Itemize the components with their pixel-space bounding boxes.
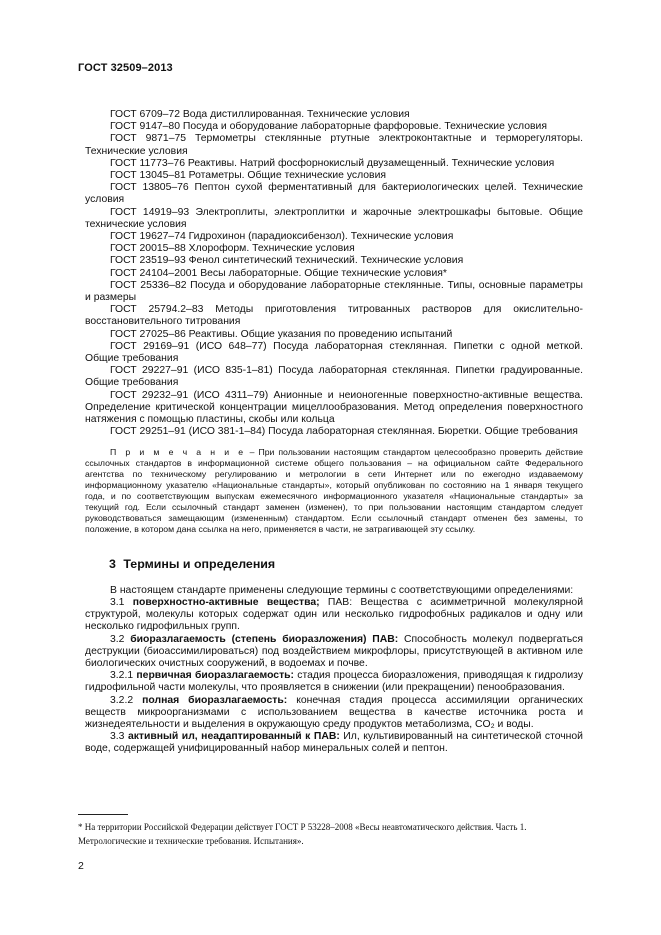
term-number: 3.2 [110,633,131,645]
note-paragraph [85,447,583,535]
reference-item: ГОСТ 29251–91 (ИСО 381-1–84) Посуда лабораторная стеклянная. Бюретки. Общие требования [110,426,578,438]
term-name: биоразлагаемость (степень биоразложения) ПАВ: [130,633,399,645]
reference-item: ГОСТ 29227–91 (ИСО 835-1–81) Посуда лабораторная стеклянная. Пипетки градуированные. Общие требования [85,365,583,389]
references-list [85,109,583,438]
term-name: первичная биоразлагаемость: [136,670,295,682]
page-content [85,109,583,756]
term-name: активный ил, неадаптированный к ПАВ: [127,731,340,743]
reference-item: ГОСТ 20015–88 Хлороформ. Технические условия [110,243,355,255]
page-number: 2 [78,860,84,872]
term-number: 3.3 [110,731,128,743]
reference-item: ГОСТ 13805–76 Пептон сухой ферментативный для бактериологических целей. Технические условия [85,182,583,206]
reference-item: ГОСТ 29232–91 (ИСО 4311–79) Анионные и неионогенные поверхностно-активные вещества. Определение критической концентрации мицеллообразования. Метод определения поверхностного натяжения с помощью пластины, скобы или кольца [85,389,583,426]
reference-item: ГОСТ 19627–74 Гидрохинон (парадиоксибензол). Технические условия [110,231,454,243]
reference-item: ГОСТ 14919–93 Электроплиты, электроплитки и жарочные электрошкафы бытовые. Общие технические условия [85,206,583,230]
term-text: Способность молекул подвергаться деструкции (биоассимилироваться) под воздействием микрофлоры, присутствующей в активном иле биологических очистных сооружений, в водоемах и почве. [85,633,583,669]
document-header: ГОСТ 32509–2013 [78,62,173,74]
term-text: ПАВ: Вещества с асимметричной молекулярной структурой, молекулы которых содержат один или несколько гидрофобных радикалов и одну или несколько гидрофильных групп. [85,596,583,633]
term-text: Ил, культивированный на синтетической сточной воде, содержащей унифицированный набор минеральных солей и пептон. [85,731,583,755]
term-name: полная биоразлагаемость: [142,694,288,706]
footnote: * На территории Российской Федерации действует ГОСТ Р 53228–2008 «Весы неавтоматического действия. Часть 1. Метрологические и технические требования. Испытания». [78,822,527,846]
term-number: 3.2.2 [110,694,143,706]
term-number: 3.1 [110,596,133,608]
term-definition [85,695,583,732]
reference-item: ГОСТ 9871–75 Термометры стеклянные ртутные электроконтактные и терморегуляторы. Технические условия [85,133,583,157]
term-definition [85,670,583,694]
term-definition [85,634,583,671]
reference-item: ГОСТ 9147–80 Посуда и оборудование лабораторные фарфоровые. Технические условия [110,121,547,133]
section-intro: В настоящем стандарте применены следующие термины с соответствующими определениями: [110,584,574,596]
reference-item: ГОСТ 24104–2001 Весы лабораторные. Общие технические условия* [110,267,447,279]
reference-item: ГОСТ 29169–91 (ИСО 648–77) Посуда лабораторная стеклянная. Пипетки с одной меткой. Общие требования [85,340,583,365]
term-name: поверхностно-активные вещества; [132,596,320,608]
reference-item: ГОСТ 6709–72 Вода дистиллированная. Технические условия [110,109,410,120]
note-label: П р и м е ч а н и е [110,447,246,458]
note-text: – При пользовании настоящим стандартом целесообразно проверить действие ссылочных стандартов в информационной системе общего пользования – на официальном сайте Федерального агентства по техническому регулированию и метрологии в сети Интернет или по ежегодно издаваемому информационному указателю «Национальные стандарты», который опубликован по состоянию на 1 января текущего года, и по соответствующим выпускам ежемесячного информационного указателя «Национальные стандарты» за текущий год. Если ссылочный стандарт заменен (изменен), то при пользовании настоящим стандартом следует руководствоваться замещающим (измененным) стандартом. Если ссылочный стандарт отменен без замены, то положение, в котором дана ссылка на него, применяется в части, не затрагивающей эту ссылку. [85,447,583,535]
reference-item: ГОСТ 11773–76 Реактивы. Натрий фосфорнокислый двузамещенный. Технические условия [110,157,555,169]
section-heading [109,558,583,570]
reference-item: ГОСТ 23519–93 Фенол синтетический технический. Технические условия [110,255,464,267]
reference-item: ГОСТ 25794.2–83 Методы приготовления титрованных растворов для окислительно-восстановительного титрования [85,304,583,328]
reference-item: ГОСТ 13045–81 Ротаметры. Общие технические условия [110,170,387,182]
term-text: стадия процесса биоразложения, приводящая к гидролизу гидрофильной части молекулы, что проявляется в снижении (или прекращении) пенообразования. [85,670,584,694]
section-title: Термины и определения [123,557,276,572]
term-text: конечная стадия процесса ассимиляции органических веществ микроорганизмами с использованием вещества в качестве источника роста и жизнедеятельности и выделения в окружающую среду продуктов метаболизма, CO₂ и воды. [85,694,583,730]
term-definition [85,597,583,634]
term-definition [85,731,583,755]
reference-item: ГОСТ 25336–82 Посуда и оборудование лабораторные стеклянные. Типы, основные параметры и размеры [85,279,583,304]
reference-item: ГОСТ 27025–86 Реактивы. Общие указания по проведению испытаний [110,328,453,340]
footnote-divider [78,814,128,815]
term-number: 3.2.1 [110,670,137,682]
section-number: 3 [109,557,116,572]
